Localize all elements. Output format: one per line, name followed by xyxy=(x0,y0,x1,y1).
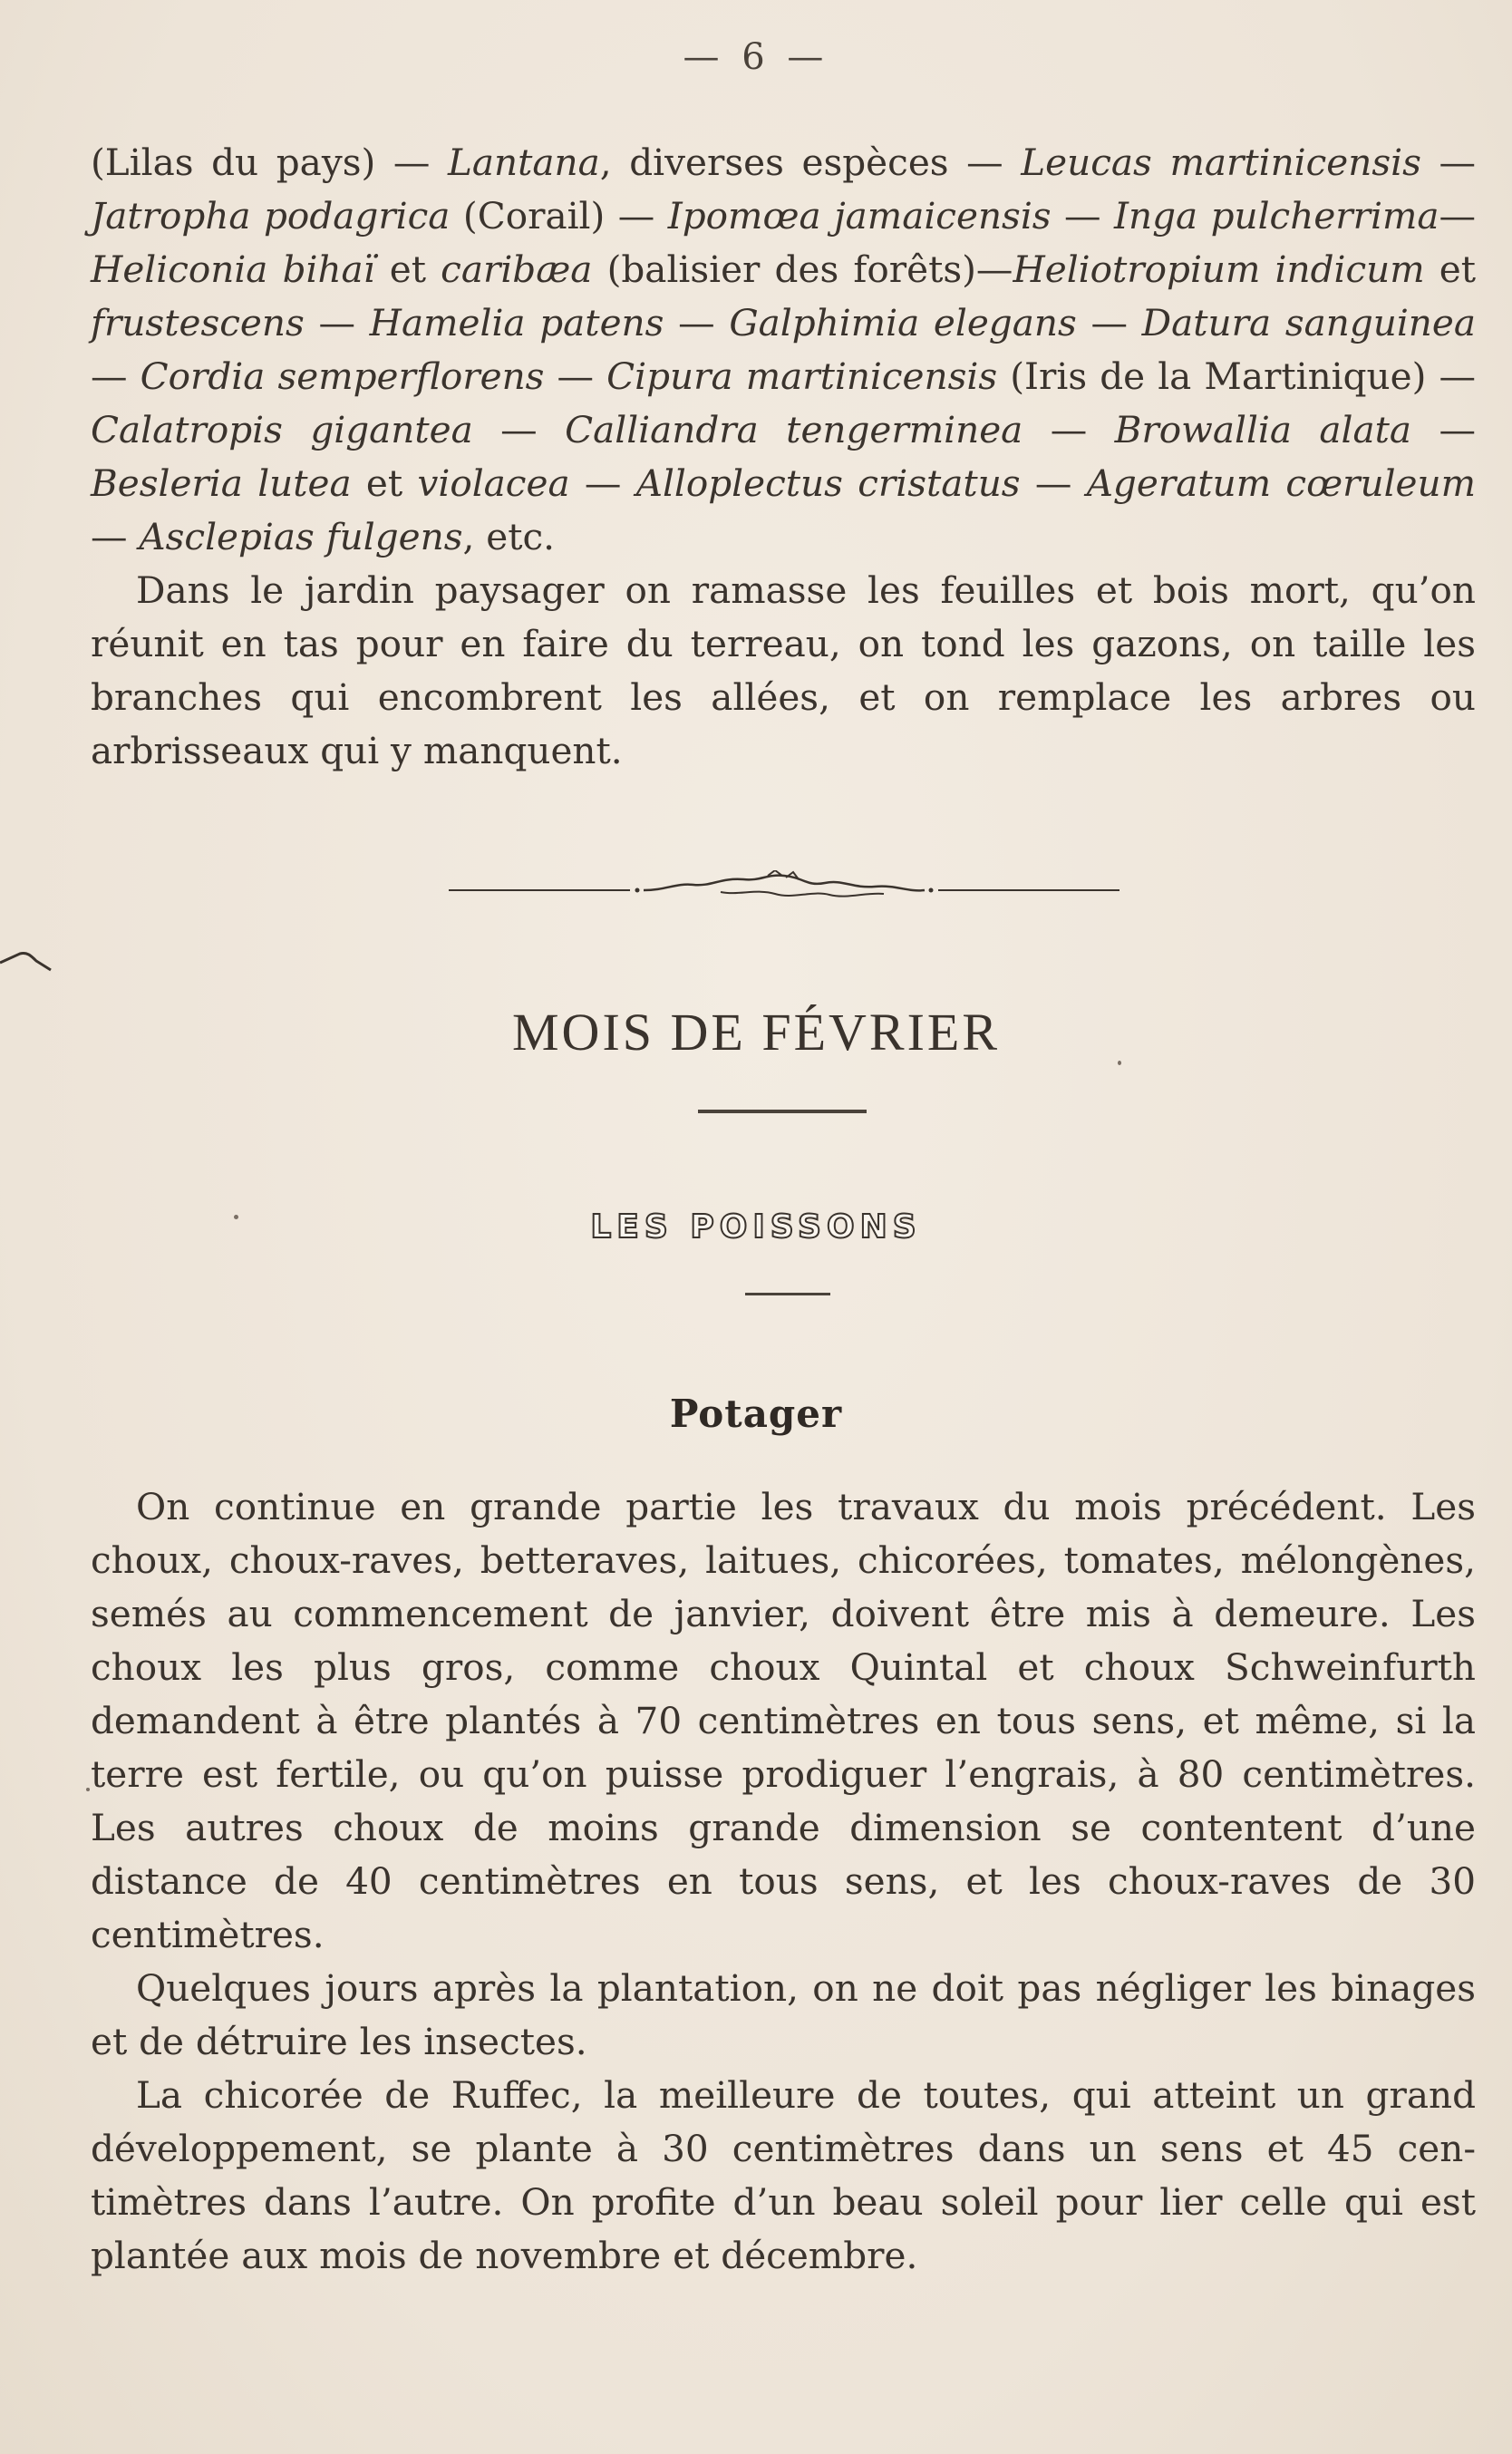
species-name: Leucas martinicensis xyxy=(1021,141,1421,184)
species-name: Hamelia patens xyxy=(369,301,664,344)
text-run: (Lilas du pays) — xyxy=(91,141,448,184)
text-run: — xyxy=(569,461,636,505)
bottom-text-block xyxy=(91,1480,1476,2283)
page-number: — 6 — xyxy=(683,36,829,78)
text-run: — xyxy=(1020,461,1087,505)
text-run: et xyxy=(1424,247,1477,291)
text-run: (Iris de la Martinique) — xyxy=(997,354,1476,398)
species-name: Alloplectus cristatus xyxy=(635,461,1021,505)
paragraph-potager-2: Quelques jours après la plantation, on ne doit pas négliger les binages et de détruire les insectes. xyxy=(91,1966,1476,2063)
text-run: — xyxy=(1439,194,1477,238)
text-run: — xyxy=(91,515,140,558)
text-run: — xyxy=(1051,194,1114,238)
species-name: Calliandra tengerminea xyxy=(565,408,1023,451)
text-run: (balisier des forêts)— xyxy=(592,247,1013,291)
species-name: Cordia semperflorens xyxy=(140,354,545,398)
paper-speck xyxy=(86,1788,90,1791)
species-name: Ipomœa jamaicensis xyxy=(667,194,1052,238)
text-run: — xyxy=(472,408,566,451)
text-run: et xyxy=(374,247,441,291)
decorative-divider-ornament xyxy=(449,870,1119,907)
garden-paragraph xyxy=(91,564,1476,778)
species-name: Browallia alata xyxy=(1114,408,1412,451)
text-run: (Corail) — xyxy=(450,194,668,238)
species-name: Heliconia bihaï xyxy=(91,247,375,291)
text-run: et xyxy=(351,461,418,505)
species-name: Besleria lutea xyxy=(91,461,352,505)
species-name: caribæa xyxy=(441,247,593,291)
text-run: — xyxy=(1076,301,1142,344)
subtitle-underline xyxy=(745,1293,830,1295)
text-run: — xyxy=(1023,408,1115,451)
text-run: — xyxy=(1411,408,1476,451)
species-name: Calatropis gigantea xyxy=(91,408,473,451)
text-run: , diverses espèces — xyxy=(599,141,1022,184)
species-name: frustescens xyxy=(91,301,305,344)
paper-speck xyxy=(1118,1061,1121,1065)
species-name: Ageratum cœruleum xyxy=(1086,461,1476,505)
text-run: Dans le jardin paysager on ramasse les feuilles et bois mort, qu’on réunit en tas pour en faire du terreau, on tond les gazons, on taille les branches qui encombrent les allées, et on remplace les arbres ou arbrisseaux qui y manquent. xyxy=(91,568,1476,772)
text-run: — xyxy=(544,354,607,398)
species-name: Inga pulcherrima xyxy=(1113,194,1439,238)
section-title: MOIS DE FÉVRIER xyxy=(511,1003,1001,1062)
species-list-paragraph xyxy=(91,136,1476,564)
species-name: Cipura martinicensis xyxy=(606,354,998,398)
subsection-heading: Potager xyxy=(669,1392,843,1436)
species-name: Lantana xyxy=(448,141,600,184)
text-run: — xyxy=(304,301,370,344)
margin-mark xyxy=(0,943,54,979)
species-name: Heliotropium indicum xyxy=(1013,247,1425,291)
title-underline xyxy=(698,1110,867,1113)
text-run: — xyxy=(664,301,730,344)
text-run: — xyxy=(1420,141,1476,184)
paragraph-potager-1: On continue en grande partie les travaux du mois précédent. Les choux, choux-raves, betteraves, laitues, chicorées, tomates, mélongènes, semés au commencement de janvier, doivent être mis à demeure. Les choux les plus gros, comme choux Quintal et choux Schweinfurth demandent à être plantés à 70 centimètres en tous sens, et même, si la terre est fertile, ou qu’on puisse prodiguer l’engrais, à 80 centimètres. Les autres choux de moins grande dimension se contentent d’une distance de 40 centimètres en tous sens, et les choux-raves de 30 centimètres. xyxy=(91,1485,1476,1956)
species-name: Jatropha podagrica xyxy=(91,194,451,238)
top-text-block xyxy=(91,136,1476,778)
species-name: Asclepias fulgens xyxy=(139,515,463,558)
text-run: — xyxy=(91,354,141,398)
text-run: , etc. xyxy=(462,515,556,558)
section-subtitle: LES POISSONS xyxy=(590,1208,922,1246)
species-name: Datura sanguinea xyxy=(1141,301,1476,344)
paper-speck xyxy=(234,1215,238,1219)
species-name: Galphimia elegans xyxy=(729,301,1077,344)
paragraph-potager-3: La chicorée de Ruffec, la meilleure de toutes, qui atteint un grand développement, se plante à 30 centimètres dans un sens et 45 centimètres dans l’autre. On profite d’un beau soleil pour lier celle qui est plantée aux mois de novembre et décembre. xyxy=(91,2073,1476,2277)
species-name: violacea xyxy=(417,461,570,505)
